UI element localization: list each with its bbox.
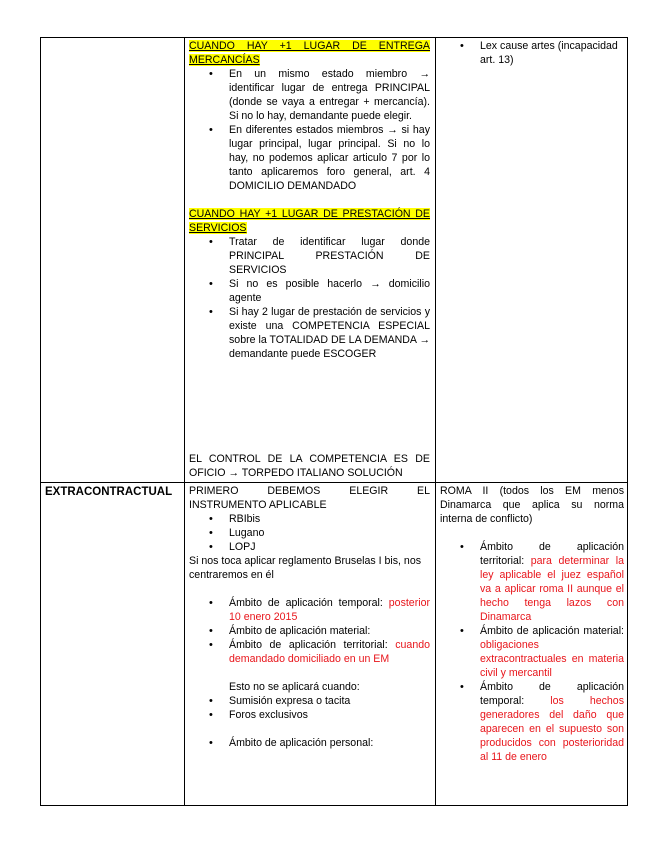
no-aplica-text: Esto no se aplicará cuando:	[229, 681, 360, 693]
table-top-border	[40, 37, 628, 38]
intro-text: PRIMERO DEBEMOS ELEGIR EL INSTRUMENTO APLICABLE	[189, 485, 430, 511]
list-item: • Si hay 2 lugar de prestación de servicios y existe una COMPETENCIA ESPECIAL sobre la TOTALIDAD DE LA DEMANDA → demandante puede ESCOGER	[189, 305, 430, 361]
exceptions-list	[189, 694, 430, 722]
section2-heading: CUANDO HAY +1 LUGAR DE PRESTACIÓN DE SERVICIOS	[189, 208, 430, 234]
table-right-border	[627, 37, 628, 806]
personal-list	[189, 736, 430, 750]
list-item: • Si no es posible hacerlo → domicilio agente	[189, 277, 430, 305]
row-divider	[40, 482, 628, 483]
instrument-list	[189, 512, 430, 554]
list-item: • Foros exclusivos	[189, 708, 430, 722]
row1-right-list	[440, 39, 623, 67]
column-divider-1	[184, 37, 185, 806]
section1-heading: CUANDO HAY +1 LUGAR DE ENTREGA MERCANCÍAS	[189, 40, 430, 66]
table-bottom-border	[40, 805, 628, 806]
control-text: EL CONTROL DE LA COMPETENCIA ES DE OFICIO → TORPEDO ITALIANO SOLUCIÓN	[189, 453, 430, 479]
list-item: • Sumisión expresa o tacita	[189, 694, 430, 708]
row2-right-cell	[440, 484, 624, 764]
table-left-border	[40, 37, 41, 806]
row1-middle-cell	[189, 39, 430, 361]
list-item: • Lex cause artes (incapacidad art. 13)	[440, 39, 623, 67]
list-item: • En diferentes estados miembros → si hay lugar principal, lugar principal. Si no lo hay, no podemos aplicar articulo 7 por lo tanto aplicaremos foro general, art. 4 DOMICILIO DEMANDADO	[189, 123, 430, 193]
column-divider-2	[435, 37, 436, 806]
row2-middle-cell	[189, 484, 430, 750]
section2-list	[189, 235, 430, 361]
list-item: • Ámbito de aplicación territorial: para determinar la ley aplicable el juez español va a aplicar roma II aunque el hecho tenga lazos con Dinamarca	[440, 540, 624, 624]
section1-list	[189, 67, 430, 193]
list-item: • Lugano	[189, 526, 430, 540]
list-item: • Ámbito de aplicación territorial: cuando demandado domiciliado en un EM	[189, 638, 430, 666]
roma-intro: ROMA II (todos los EM menos Dinamarca que aplica su norma interna de conflicto)	[440, 485, 624, 525]
ambitos-list	[189, 596, 430, 666]
list-item: • Ámbito de aplicación temporal: posterior 10 enero 2015	[189, 596, 430, 624]
list-item: • Ámbito de aplicación material: obligaciones extracontractuales en materia civil y mercantil	[440, 624, 624, 680]
list-item: • Ámbito de aplicación material:	[189, 624, 430, 638]
list-item: • Ámbito de aplicación personal:	[189, 736, 430, 750]
list-item: • Ámbito de aplicación temporal: los hechos generadores del daño que aparecen en el supuesto son producidos con posterioridad al 11 de enero	[440, 680, 624, 764]
roma-list	[440, 540, 624, 764]
bruselas-text: Si nos toca aplicar reglamento Bruselas I bis, nos centraremos en él	[189, 555, 422, 581]
list-item: • Tratar de identificar lugar donde PRINCIPAL PRESTACIÓN DE SERVICIOS	[189, 235, 430, 277]
list-item: • RBIbis	[189, 512, 430, 526]
category-label: EXTRACONTRACTUAL	[45, 486, 173, 498]
list-item: • LOPJ	[189, 540, 430, 554]
row1-right-cell	[440, 39, 623, 67]
list-item: • En un mismo estado miembro → identificar lugar de entrega PRINCIPAL (donde se vaya a entregar + mercancía). Si no lo hay, demandante puede elegir.	[189, 67, 430, 123]
